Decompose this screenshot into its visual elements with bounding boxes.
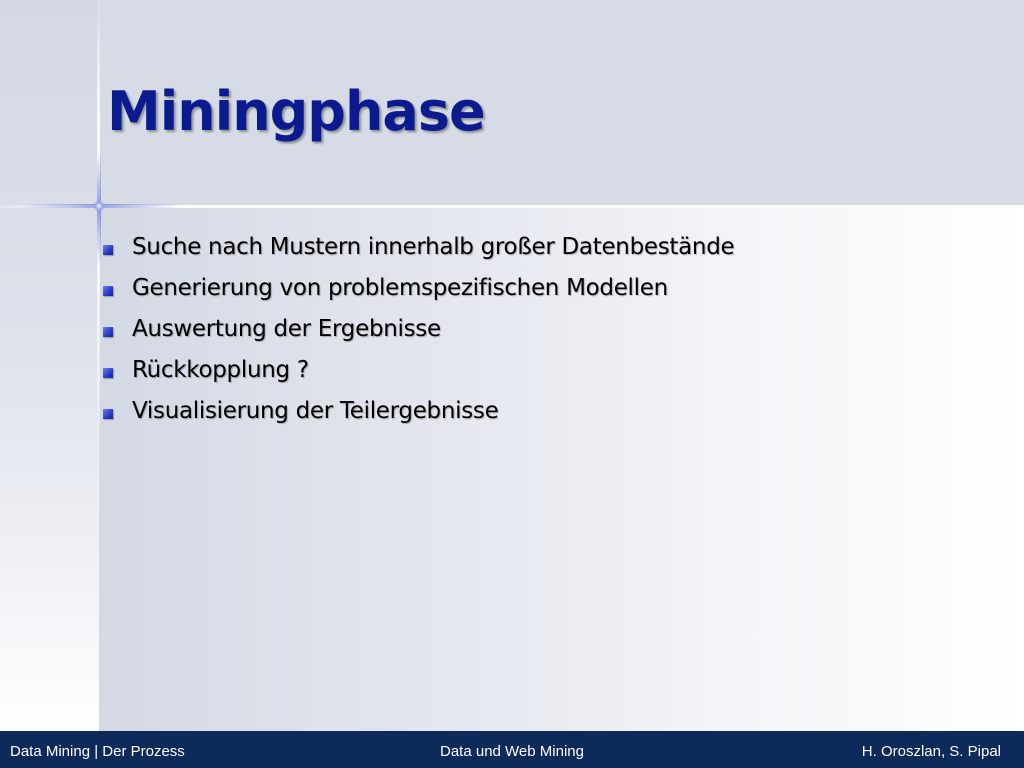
bullet-item <box>103 349 734 390</box>
footer-center-text: Data und Web Mining <box>440 743 584 760</box>
bullet-item <box>103 308 734 349</box>
bullet-text: Suche nach Mustern innerhalb großer Datenbestände <box>132 233 735 260</box>
square-bullet-icon <box>103 409 113 419</box>
bullet-item <box>103 390 734 431</box>
square-bullet-icon <box>103 368 113 378</box>
bullet-item <box>103 267 734 308</box>
square-bullet-icon <box>103 286 113 296</box>
vertical-divider-line <box>97 0 100 731</box>
bullet-list <box>103 226 734 431</box>
footer-left-text: Data Mining | Der Prozess <box>10 743 185 760</box>
bullet-text: Rückkopplung ? <box>132 356 309 383</box>
square-bullet-icon <box>103 327 113 337</box>
bullet-text: Auswertung der Ergebnisse <box>132 315 441 342</box>
square-bullet-icon <box>103 245 113 255</box>
bullet-text: Generierung von problemspezifischen Modellen <box>132 274 668 301</box>
bullet-item <box>103 226 734 267</box>
bullet-text: Visualisierung der Teilergebnisse <box>132 397 499 424</box>
left-band <box>0 0 99 731</box>
slide-title: Miningphase <box>107 80 485 143</box>
sparkle-icon <box>93 200 105 212</box>
footer-right-text: H. Oroszlan, S. Pipal <box>861 743 1001 760</box>
